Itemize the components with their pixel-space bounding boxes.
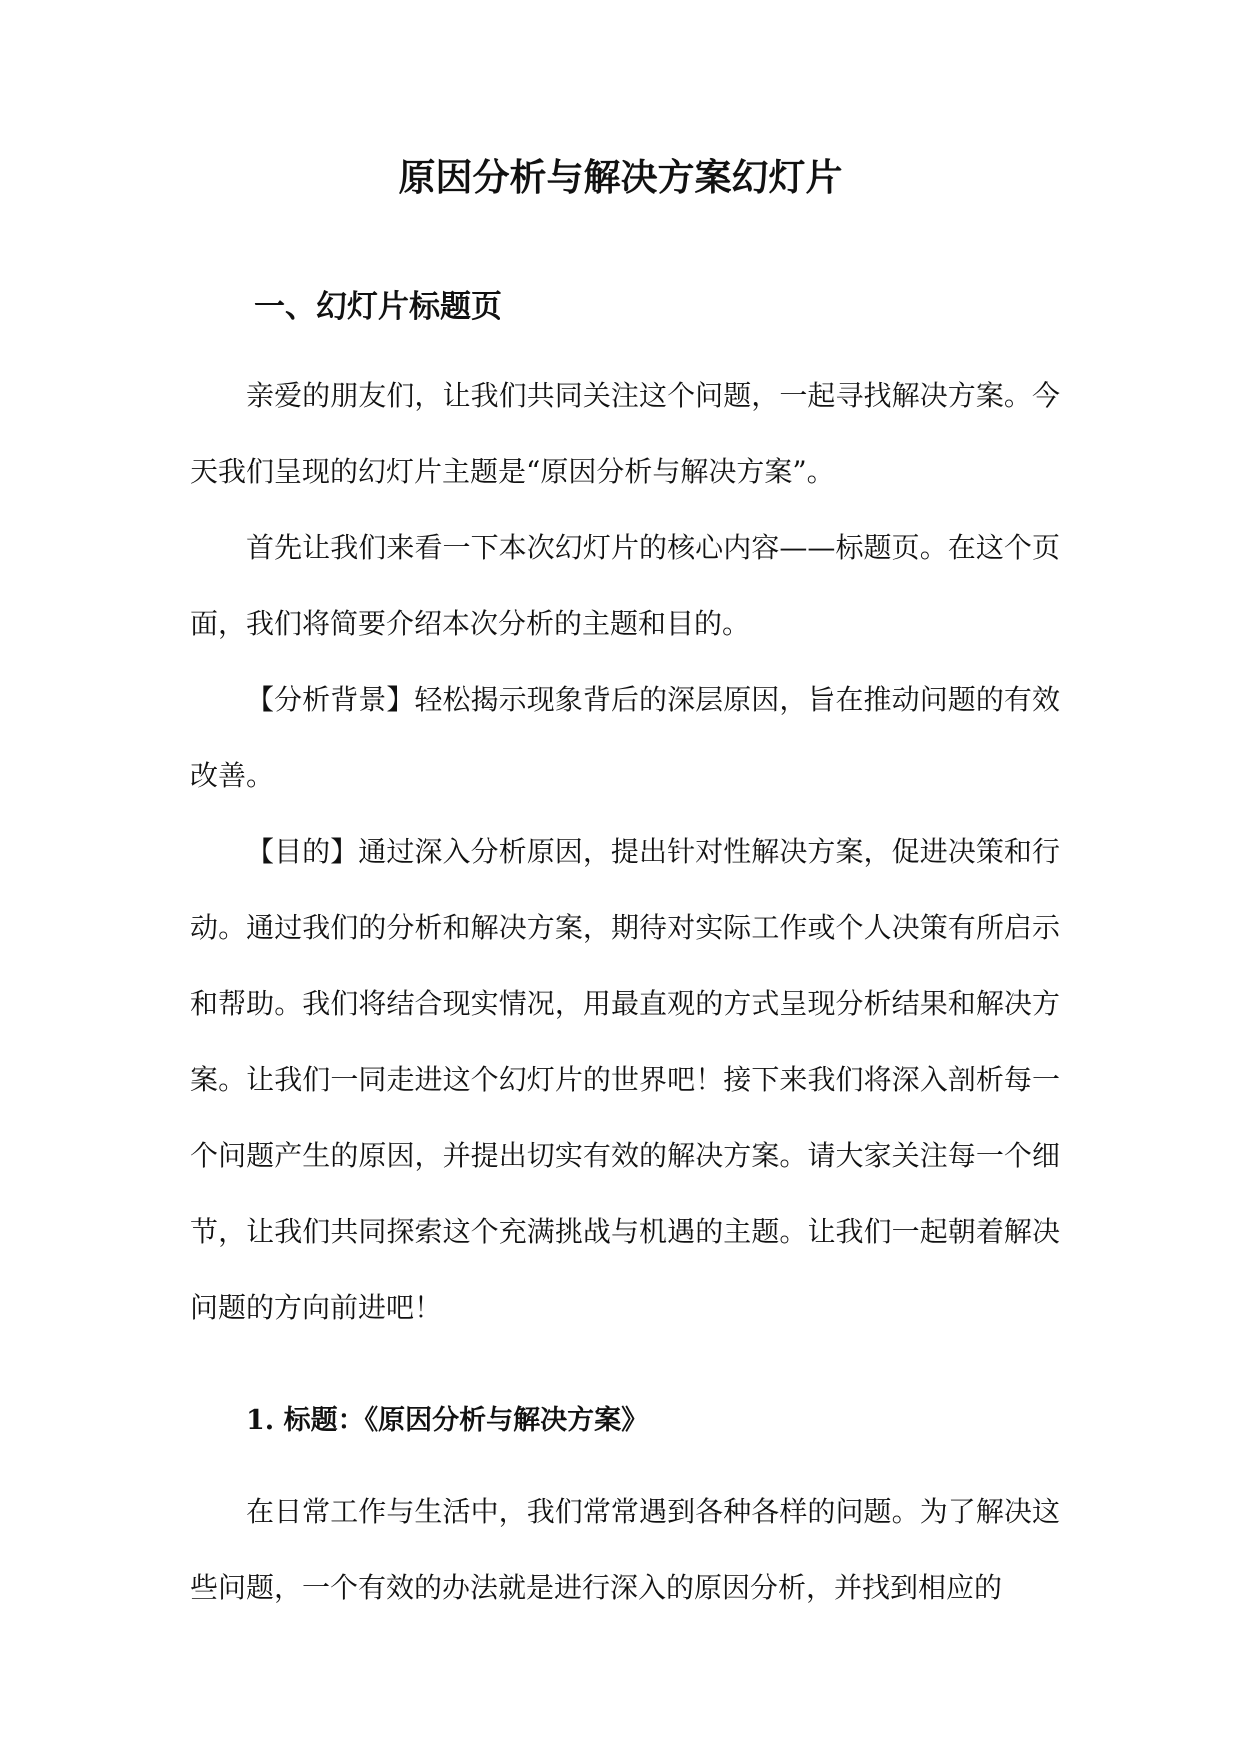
paragraph-purpose: 【目的】通过深入分析原因，提出针对性解决方案，促进决策和行动。通过我们的分析和解决方案，期待对实际工作或个人决策有所启示和帮助。我们将结合现实情况，用最直观的方式呈现分析结果和解决方案。让我们一同走进这个幻灯片的世界吧！接下来我们将深入剖析每一个问题产生的原因，并提出切实有效的解决方案。请大家关注每一个细节，让我们共同探索这个充满挑战与机遇的主题。让我们一起朝着解决问题的方向前进吧！ (190, 835, 1060, 1324)
paragraph-background: 【分析背景】轻松揭示现象背后的深层原因，旨在推动问题的有效改善。 (190, 683, 1060, 792)
paragraph-core-content: 首先让我们来看一下本次幻灯片的核心内容——标题页。在这个页面，我们将简要介绍本次分析的主题和目的。 (190, 531, 1060, 640)
document-title: 原因分析与解决方案幻灯片 (398, 155, 843, 199)
paragraph-daily-problems: 在日常工作与生活中，我们常常遇到各种各样的问题。为了解决这些问题，一个有效的办法就是进行深入的原因分析，并找到相应的 (190, 1495, 1060, 1604)
section-heading: 一、幻灯片标题页 (254, 289, 502, 325)
subsection-heading: 1. 标题：《原因分析与解决方案》 (246, 1405, 649, 1436)
document-body (190, 280, 1060, 1626)
paragraph-intro: 亲爱的朋友们，让我们共同关注这个问题，一起寻找解决方案。今天我们呈现的幻灯片主题是“原因分析与解决方案”。 (190, 379, 1060, 488)
